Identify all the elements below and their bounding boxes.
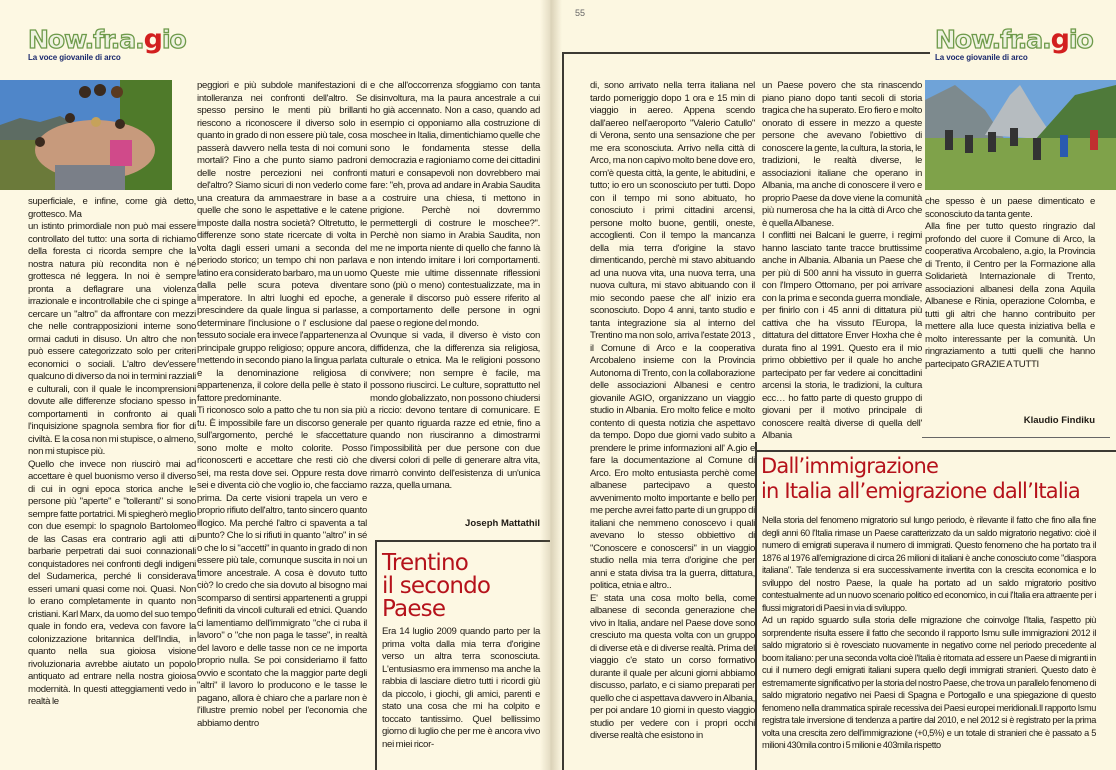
title-line: in Italia all’emigrazione dall’Italia	[761, 479, 1080, 503]
paragraph: E' stata una cosa molto bella, come albanese di seconda generazione che vivo in Italia, andare nel Paese dove sono cresciuto ma questa volta con un gruppo di diverse età e di diverse realtà. Prima del viaggio c'e stato un corso formativo durante il quale per alcuni giorni abbiamo discusso, parlato, e ci siamo preparati per quello che ci aspettava davvero in Albania, per poi andare 10 giorni in questo viaggio studio per vedere con i propri occhi diverse realtà che esistono in	[590, 592, 755, 741]
right-page	[550, 0, 1116, 770]
article3-body	[762, 514, 1096, 752]
article2-column-c	[925, 196, 1095, 371]
paragraph: Ad un rapido sguardo sulla storia delle migrazione che coinvolge l'Italia, l'aspetto più sorprendente risulta essere il fatto che secondo il rapporto Ismu sulle immigrazioni 2012 il saldo migratorio si è rovesciato nuovamente in negativo come nel periodo precedente al boom italiano: per una seconda volta cioè l'Italia è ritornata ad essere un Paese di migranti in cui il numero degli emigrati italiani supera quello degli immigrati stranieri. Questo dato è estremamente significativo per la storia del nostro Paese, che trova un parallelo fenomeno di saldo migratorio negativo nei Paesi di Spagna e Portogallo e una spiegazione di questo fenomeno nella drammatica spirale recessiva dei Paesi europei meridionali.Il rapporto Ismu registra tale inversione di tendenza a partire dal 2010, e nel 2012 si è registrato per la prima volta una crescita zero dell'immigrazione (+0,5%) e un totale di stranieri che è passato a 5 milioni 430mila contro i 5 milioni e 403mila rispetto	[762, 615, 1096, 750]
logo-wordmark: Now.fr.a.gio	[935, 24, 1093, 55]
article1-author: Joseph Mattathil	[465, 518, 540, 529]
paragraph: di, sono arrivato nella terra italiana nel tardo pomeriggio dopo 1 ora e 15 min di viaggio in aereo. Appena scendo dall'aereo nell'aeroporto "Valerio Catullo" di Verona, sento una sensazione che per me era sconosciuta. Arrivo nella città di Arco, ma non capivo molto bene dove ero, com'è questa città, la gente, le abitudini, e tutto; io ero un sconosciuto per tutti. Dopo con il tempo mi sono abituato, ho conosciuto i primi cittadini arcensi, persone molto buone, gentili, oneste, accoglienti. Con il tempo la mancanza della mia terra d'origine la stavo dimenticando, perchè mi stavo abituando ad una nuova vita, una nuova terra, una nuova cultura, mi stavo abituando con il mio secondo paese che all' inizio era sconosciuto. Dopo 4 anni, tanto studio e tanta integrazione sia al interno del Trentino ma non solo, arriva l'estate 2013 , il Comune di Arco e la cooperativa Arcobaleno insieme con la Provincia Autonoma di Trento, con la collaborazione delle associazioni Albanesi e centro giovanile AGIO, organizzano un viaggio studio in Albania. Ero molto felice e molto contento di questa notizia che aspettavo da tempo. Dopo due giorni vado subito a prendere le prime informazioni all' A.gio e fare la documentazione al Comune di Arco. Ero molto entusiasta perchè come albanese partecipavo a questo avvenimento molto importante e bello per me perche avrei fatto parte di un gruppo di italiani che nemmeno conoscevo i quali avevano lo stesso obbiettivo di "Conoscere e conoscersi" in un viaggio studio nella mia terra d'origine che per anni e stata divisa tra la guerra, dittatura, politica, etnia e altro..	[590, 80, 755, 591]
magazine-logo	[28, 24, 186, 66]
paragraph: Nella storia del fenomeno migratorio sul lungo periodo, è rilevante il fatto che fino alla fine degli anni 60 l'Italia rimase un Paese caratterizzato da un saldo migratorio negativo: cioè il numero di emigrati superava il numero di immigrati. Questo fenomeno che ha portato tra il 1876 al 1976 all'emigrazione di circa 26 milioni di italiani è anche conosciuto come "diaspora italiana". Tale tendenza si era successivamente invertita con la crescita economica e lo sviluppo del nostro Paese, la quale ha portato ad un saldo migratorio positivo contestualmente ad un nuovo scenario politico ed economico, in cui l'Italia era attraente per i flussi migratori di Paesi in via di sviluppo.	[762, 515, 1096, 613]
column-rule	[922, 437, 1110, 438]
box-right-rule	[755, 442, 757, 770]
box-top-rule-right	[562, 52, 930, 54]
paragraph: peggiori e più subdole manifestazioni di intolleranza nei confronti dell'altro. Se spesso persino le menti più brillanti riescono a riconoscere il diverso solo in quanto in grado di non essere più tale, cosa passerà davvero nella testa di noi comuni mortali? Fino a che punto siamo padroni delle nostre percezioni nei confronti del'altro? Siamo sicuri di non vederlo come una creatura da ammaestrare in base a quelle che sono le aspettative e le catene imposte dalla nostra società? Oltretutto, le differenze sono state ricercate di volta in volta dagli esseri umani a seconda del periodo storico; un tempo chi non parlava latino era considerato barbaro, ma un uomo dalla pelle scura poteva diventare imperatore. In altri luoghi ed epoche, a prescindere da quale lingua si parlasse, a determinare l'inclusione o l' esclusione dal tessuto sociale era invece l'appartenenza al principale gruppo religioso; oppure ancora, mettendo in secondo piano la lingua parlata e la denominazione religiosa di appartenenza, il colore della pelle è stato il fattore predominante.	[197, 80, 367, 404]
paragraph: I conflitti nei Balcani le guerre, i regimi hanno lasciato tante tracce bruttissime anche in Albania. Albania un Paese che per più di 500 anni ha vissuto in guerra con l'Impero Ottomano, per poi arrivare con la prima e seconda guerra mondiale, per finirlo con i 45 anni di dittatura più cattiva che ha vissuto l'Europa, la dittatura del dittatore Enver Hoxha che è durata fino al 1991. Questo era il mio primo obbiettivo per il quale ho anche partecipato per far vedere ai concittadini arcensi la storia, le tradizioni, la cultura ecc… ho fatto parte di questo gruppo di giovani per il motivo principale di conoscere realtà diverse di quella dell' Albania	[762, 230, 922, 441]
magazine-logo-right	[935, 24, 1093, 66]
paragraph: un Paese povero che sta rinascendo piano piano dopo tanti secoli di storia tragica che ha superato. Ero fiero e molto onorato di essere in mezzo a queste persone che avevano l'obiettivo di conoscere la gente, la cultura, la storia, le tradizioni, le realtà diverse, le associazioni italiane che operano in Albania, ma anche di conoscere il vero e proprio Paese da dove viene la comunità più numerosa che ha la città di Arco che è quella Albanese.	[762, 80, 922, 229]
group-photo-left	[0, 80, 172, 190]
article3-title	[761, 454, 1080, 504]
article2-column-b	[762, 80, 922, 443]
paragraph: Ti riconosco solo a patto che tu non sia più tu. È impossibile fare un discorso generale sull'argomento, perché le sfaccettature sono molte e molto colorite. Posso riconoscerti e accettare che resti ciò che sei, ma resta dove sei. Oppure resta dove sei e diventa ciò che voglio io, che facciamo prima. Da certe visioni trapela un vero e proprio rifiuto dell'altro, tanto sincero quanto illogico. Ma perché l'altro ci spaventa a tal punto? Che lo si rifiuti in quanto "altro" in sé o che lo si "accetti" in quanto in grado di non essere più tale, comunque suscita in noi un timore ancestrale. A cosa è dovuto tutto ciò? Io credo che sia dovuto al bisogno mai scomparso di sentirsi appartenenti a gruppi definiti da vincoli culturali ed etnici. Quando ci lamentiamo dell'immigrato "che ci ruba il lavoro" o "che non paga le tasse", in realtà del lavoro e delle tasse non ce ne importa proprio nulla. Se poi consideriamo il fatto ovvio e scontato che la maggior parte degli "altri" il lavoro lo producono e le tasse le pagano, allora è chiaro che a parlare non è l'illustre premio nobel per l'economia che abbiamo dentro	[197, 405, 367, 729]
page-number: 55	[575, 8, 586, 18]
logo-tagline: La voce giovanile di arco	[935, 53, 1028, 62]
box-left-rule-right	[562, 52, 564, 770]
paragraph: Quello che invece non riuscirò mai ad accettare è quel buonismo verso il diverso di cui in ogni epoca storica anche le persone più "aperte" e "tolleranti" si sono sempre fatte portatrici. Mi spiegherò meglio con due esempi: lo spagnolo Bartolomeo de las Casas era contrario agli atti di barbarie perpetrati dai suoi connazionali conquistadores nei confronti degli indigeni del Sudamerica, perché li considerava esseri umani quasi come noi. Quasi. Non lo erano completamente in quanto non cristiani. Karl Marx, da uomo del suo tempo quale in fondo era, vedeva con favore la colonizzazione britannica dell'India, in quanto nella sua gioiosa visione rivoluzionaria avrebbe aiutato un popolo antiquato ad entrare nella nostra gioiosa modernità. In questi atteggiamenti vedo in realtà le	[28, 458, 196, 707]
article1-column-2	[197, 80, 367, 730]
paragraph: Ovunque si vada, il diverso è visto con diffidenza, che la differenza sia religiosa, culturale o etnica. Ma le religioni possono convivere; non sempre è facile, ma possono riuscirci. Le culture, soprattutto nel mondo globalizzato, non possono chiudersi a riccio: devono tentare di comunicare. E per quanto riguarda razze ed etnie, fino a quando non riusciranno a dimostrarmi l'impossibilità per due persone con due diversi colori di pelle di generare altra vita, rimarrò convinto dell'esistenza di un'unica razza, quella umana.	[370, 330, 540, 491]
jumping-group-photo-image	[925, 80, 1116, 190]
paragraph: superficiale, e infine, come già detto, grottesco. Ma	[28, 196, 196, 220]
box-top-rule	[375, 540, 550, 542]
paragraph: e che all'occorrenza sfoggiamo con tanta disinvoltura, ma la paura ancestrale a cui ho già accennato. Non a caso, quando ad esempio ci opponiamo alla costruzione di moschee in Italia, dimentichiamo quelle che sono le fondamenta stesse della democrazia e ragioniamo come dei cittadini maturi e consapevoli non dovrebbero mai fare: "eh, prova ad andare in Arabia Saudita a costruire una chiesa, ti mettono in prigione. Perchè noi dovremmo permettergli di costrure le moschee?". Perchè non siamo in Arabia Saudita, non me ne importa niente di quello che fanno là e non intendo imitare i lori comportamenti. Queste mie ultime dissennate riflessioni sono (più o meno) contestualizzate, ma in generale il discorso può essere riferito al comportamento delle persone in ogni paese o regione del mondo.	[370, 80, 540, 329]
title-line: il secondo	[382, 573, 491, 599]
logo-tagline: La voce giovanile di arco	[28, 53, 121, 62]
group-photo-image	[0, 80, 172, 190]
left-page	[0, 0, 550, 770]
title-line: Dall’immigrazione	[761, 454, 939, 478]
title-line: Paese	[382, 596, 446, 622]
article2-intro	[382, 626, 540, 751]
logo-wordmark: Now.fr.a.gio	[28, 24, 186, 55]
box-left-rule	[375, 540, 377, 770]
title-line: Trentino	[382, 550, 469, 576]
group-photo-right	[925, 80, 1116, 190]
paragraph: Era 14 luglio 2009 quando parto per la prima volta dalla mia terra d'origine verso un altra terra sconosciuta. L'entusiasmo era immenso ma anche la rabbia di lasciare dietro tutti i ricordi giù da piccolo, i giochi, gli amici, parenti e stato una cosa che mi ha colpito e toccato tantissimo. Quel bellissimo giorno di luglio che per me è ancora vivo nei miei ricor-	[382, 626, 540, 750]
article2-column-a	[590, 80, 755, 743]
paragraph: che spesso è un paese dimenticato e sconosciuto da tanta gente.	[925, 196, 1095, 220]
article3-top-rule	[757, 450, 1116, 452]
article2-title	[382, 552, 490, 621]
paragraph: Alla fine per tutto questo ringrazio dal profondo del cuore il Comune di Arco, la cooperativa Arcobaleno, a.gio, la Provincia di Trento, il Centro per la Formazione alla Solidarietà Internazionale di Trento, associazioni albanesi della zona Aquila Albanese e Rinia, operazione Colomba, e tutti gli altri che hanno contribuito per mettere alla luce questa iniziativa bella e molto interessante per la comunità. Un ringraziamento a tutti quelli che hanno partecipato GRAZIE A TUTTI	[925, 221, 1095, 370]
page-gutter	[540, 0, 562, 770]
paragraph: un istinto primordiale non può mai essere controllato del tutto: una sorta di richiamo della foresta ci ricorda sempre che la nostra natura più recondita non è né grottesca né leggera. In noi è sempre pronta a deflagrare una violenza irrazionale e incontrollabile che ci spinge a cercare un "altro" da affrontare con mezzi che nelle contrapposizioni interne sono ormai caduti in disuso. Un altro che non può essere categorizzato solo per criteri economici o sociali. L'altro dev'essere qualcuno di diverso da noi in termini razziali e culturali, con il quale le incomprensioni dovute alle differenze sfociano spesso in comportamenti in confronto ai quali l'inquisizione spagnola sembra fior fior di civiltà. E la cosa non mi stupisce, o almeno, non mi stupisce più.	[28, 221, 196, 457]
article2-author: Klaudio Findiku	[1023, 415, 1095, 426]
article1-column-1	[28, 196, 196, 709]
article1-column-3	[370, 80, 540, 493]
